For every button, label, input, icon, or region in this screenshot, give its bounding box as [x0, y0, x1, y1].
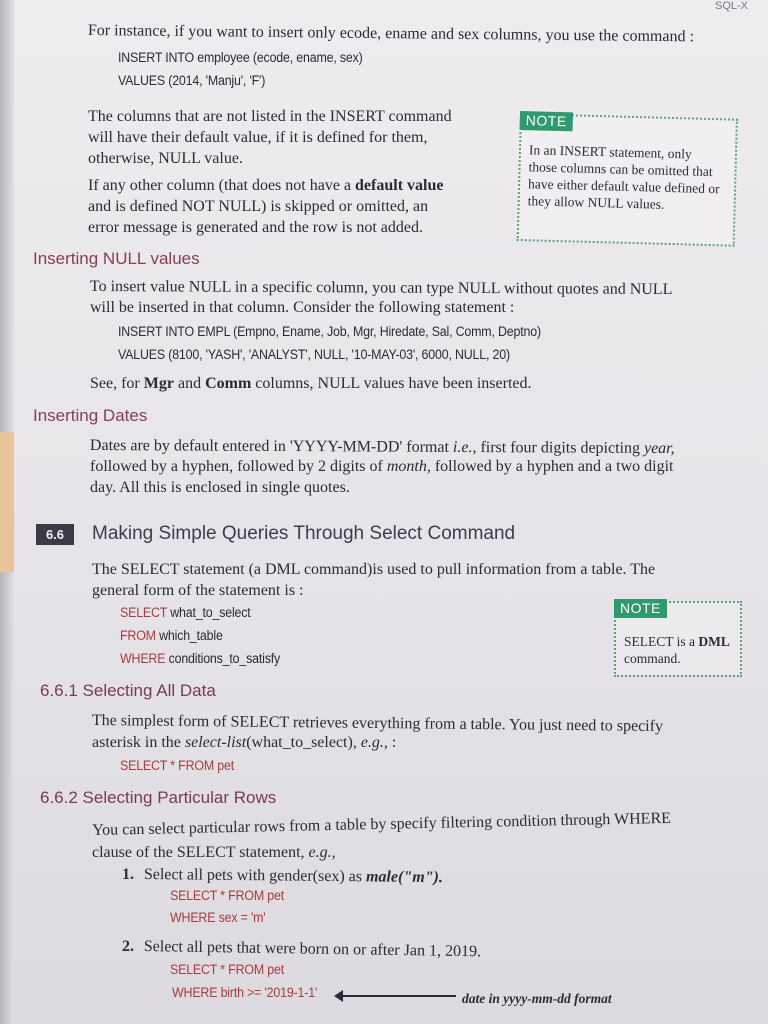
- note-box-insert: [517, 113, 738, 247]
- selectall-sql: SELECT * FROM pet: [120, 758, 234, 773]
- item-1-sql-line-2: WHERE sex = 'm': [170, 910, 266, 925]
- rows-para-line-2: clause of the SELECT statement, e.g.,: [92, 844, 336, 861]
- defaults-para-line-4: If any other column (that does not have a default value: [88, 177, 444, 194]
- selectall-para-line-2: asterisk in the select-list(what_to_select), e.g., :: [92, 734, 397, 751]
- item-1-number: 1.: [122, 866, 134, 883]
- defaults-para-line-5: and is defined NOT NULL) is skipped or omitted, an: [88, 198, 429, 215]
- dates-para-line-2: followed by a hyphen, followed by 2 digits of month, followed by a hyphen and a two digit: [90, 458, 674, 475]
- item-2-text: Select all pets that were born on or after Jan 1, 2019.: [143, 937, 482, 961]
- null-sql-line-1: INSERT INTO EMPL (Empno, Ename, Job, Mgr, Hiredate, Sal, Comm, Deptno): [118, 324, 541, 339]
- heading-section-6-6-2: 6.6.2 Selecting Particular Rows: [40, 788, 277, 807]
- note-label: NOTE: [520, 111, 573, 131]
- note2-text-line-2: command.: [624, 651, 681, 666]
- null-sql-line-2: VALUES (8100, 'YASH', 'ANALYST', NULL, '10-MAY-03', 6000, NULL, 20): [118, 347, 510, 362]
- date-format-annotation: date in yyyy-mm-dd format: [462, 991, 612, 1006]
- heading-inserting-dates: Inserting Dates: [33, 406, 148, 425]
- select-syntax-line-3: WHERE conditions_to_satisfy: [120, 651, 281, 666]
- note2-text-line-1: SELECT is a DML: [624, 634, 730, 649]
- annotation-arrow: [340, 995, 456, 997]
- item-2-sql-line-1: SELECT * FROM pet: [170, 962, 284, 977]
- item-2-sql-line-2: WHERE birth >= '2019-1-1': [172, 985, 318, 1000]
- note-text-line-3: have either default value defined or: [527, 176, 720, 197]
- defaults-para-line-2: will have their default value, if it is defined for them,: [88, 129, 428, 146]
- note-text-line-1: In an INSERT statement, only: [528, 142, 692, 162]
- item-2-number: 2.: [122, 938, 134, 955]
- intro-line: For instance, if you want to insert only ecode, ename and sex columns, you use the command :: [87, 21, 695, 46]
- intro-sql-line-2: VALUES (2014, 'Manju', 'F'): [118, 73, 266, 88]
- page-edge-tab: [0, 432, 14, 572]
- dates-para-line-1: Dates are by default entered in 'YYYY-MM-DD' format i.e., first four digits depicting year,: [89, 436, 675, 458]
- defaults-para-line-3: otherwise, NULL value.: [88, 150, 243, 167]
- section-number-badge: 6.6: [36, 524, 74, 545]
- note-box-select: [614, 601, 742, 677]
- dates-para-line-3: day. All this is enclosed in single quotes.: [90, 479, 350, 496]
- item-1-sql-line-1: SELECT * FROM pet: [170, 888, 284, 903]
- null-para-line-1: To insert value NULL in a specific column, you can type NULL without quotes and NULL: [89, 277, 673, 299]
- heading-section-6-6: Making Simple Queries Through Select Command: [92, 523, 516, 544]
- note-label: NOTE: [614, 599, 667, 618]
- rows-para-line-1: You can select particular rows from a table by specify filtering condition through WHERE: [92, 809, 672, 839]
- item-1-text: Select all pets with gender(sex) as male("m").: [143, 865, 443, 887]
- selectall-para-line-1: The simplest form of SELECT retrieves everything from a table. You just need to specify: [91, 711, 664, 735]
- corner-chapter-label: SQL-X: [714, 0, 748, 12]
- select-syntax-line-1: SELECT what_to_select: [120, 605, 251, 620]
- null-para-line-2: will be inserted in that column. Consider the following statement :: [90, 299, 515, 316]
- intro-sql-line-1: INSERT INTO employee (ecode, ename, sex): [118, 50, 363, 65]
- null-see-line: See, for Mgr and Comm columns, NULL values have been inserted.: [90, 375, 532, 392]
- select-para-line-2: general form of the statement is :: [92, 582, 304, 599]
- defaults-para-line-6: error message is generated and the row is not added.: [88, 219, 423, 236]
- heading-inserting-null: Inserting NULL values: [33, 249, 200, 268]
- select-para-line-1: The SELECT statement (a DML command)is used to pull information from a table. The: [92, 561, 656, 578]
- note-text-line-4: they allow NULL values.: [527, 193, 665, 212]
- select-syntax-line-2: FROM which_table: [120, 628, 223, 643]
- defaults-para-line-1: The columns that are not listed in the INSERT command: [88, 108, 452, 125]
- heading-section-6-6-1: 6.6.1 Selecting All Data: [40, 681, 216, 700]
- note-text-line-2: those columns can be omitted that: [528, 159, 713, 180]
